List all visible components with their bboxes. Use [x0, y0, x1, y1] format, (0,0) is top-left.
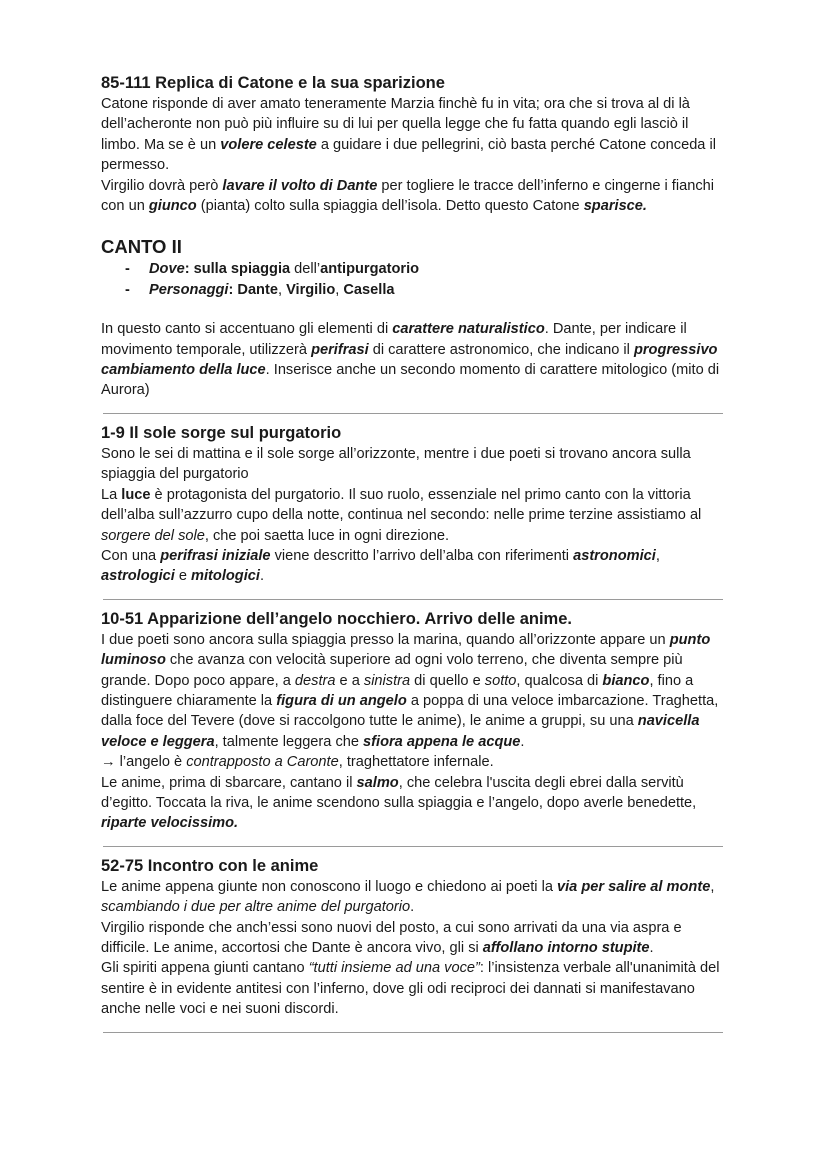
divider [103, 846, 723, 847]
paragraph: Sono le sei di mattina e il sole sorge all’orizzonte, mentre i due poeti si trovano ancora sulla spiaggia del purgatorio [101, 445, 691, 483]
bullet-item-personaggi: - Personaggi: Dante, Virgilio, Casella [125, 280, 728, 300]
bullet-item-dove: - Dove: sulla spiaggia dell’antipurgatorio [125, 259, 728, 279]
section-heading-sole-sorge: 1-9 Il sole sorge sul purgatorio [101, 423, 342, 442]
paragraph: Gli spiriti appena giunti cantano “tutti insieme ad una voce”: l’insistenza verbale all'unanimità del sentire è in evidente antitesi con l’inferno, dove gli odi reciproci dei dannati si manifestavano anche nelle voci e nei suoni discordi. [101, 960, 720, 1018]
paragraph: Virgilio dovrà però lavare il volto di Dante per togliere le tracce dell’inferno e cingerne i fianchi con un giunco (pianta) colto sulla spiaggia dell’isola. Detto questo Catone sparisce. [101, 177, 714, 215]
bullet-list [101, 259, 728, 300]
paragraph: Catone risponde di aver amato teneramente Marzia finchè fu in vita; ora che si trova al di là dell’acheronte non può più influire su di lui per quella legge che fu fatta quando egli lasciò il limbo. Ma se è un volere celeste a guidare i due pellegrini, ciò basta perché Catone conceda il permesso. [101, 96, 716, 174]
divider [103, 413, 723, 414]
divider [103, 1032, 723, 1033]
paragraph-intro: In questo canto si accentuano gli elementi di carattere naturalistico. Dante, per indicare il movimento temporale, utilizzerà perifrasi di carattere astronomico, che indicano il progressivo cambiamento della luce. Inserisce anche un secondo momento di carattere mitologico (mito di Aurora) [101, 321, 720, 399]
section-heading-angelo-nocchiero: 10-51 Apparizione dell’angelo nocchiero. Arrivo delle anime. [101, 609, 572, 628]
paragraph: Le anime appena giunte non conoscono il luogo e chiedono ai poeti la via per salire al monte, scambiando i due per altre anime del purgatorio. [101, 878, 715, 916]
paragraph: Virgilio risponde che anch’essi sono nuovi del posto, a cui sono arrivati da una via aspra e difficile. Le anime, accortosi che Dante è ancora vivo, gli si affollano intorno stupite. [101, 919, 682, 956]
paragraph: Con una perifrasi iniziale viene descritto l’arrivo dell’alba con riferimenti astronomici, astrologici e mitologici. [101, 547, 660, 585]
divider [103, 599, 723, 600]
canto-heading: CANTO II [101, 236, 182, 258]
paragraph: → l’angelo è contrapposto a Caronte, traghettatore infernale. [101, 754, 494, 771]
paragraph: Le anime, prima di sbarcare, cantano il salmo, che celebra l'uscita degli ebrei dalla servitù d’egitto. Toccata la riva, le anime scendono sulla spiaggia e l’angelo, dopo averle benedette, riparte velocissimo. [101, 774, 697, 832]
paragraph: La luce è protagonista del purgatorio. Il suo ruolo, essenziale nel primo canto con la vittoria dell’alba sull’azzurro cupo della notte, continua nel secondo: nelle prime terzine assistiamo al sorgere del sole, che poi saetta luce in ogni direzione. [101, 486, 702, 544]
section-heading-replica-catone: 85-111 Replica di Catone e la sua sparizione [101, 74, 445, 92]
section-heading-incontro-anime: 52-75 Incontro con le anime [101, 856, 319, 875]
paragraph: I due poeti sono ancora sulla spiaggia presso la marina, quando all’orizzonte appare un punto luminoso che avanza con velocità superiore ad ogni volo terreno, che diventa sempre più grande. Dopo poco appare, a destra e a sinistra di quello e sotto, qualcosa di bianco, fino a distinguere chiaramente la figura di un angelo a poppa di una veloce imbarcazione. Traghetta, dalla foce del Tevere (dove si raccolgono tutte le anime), le anime a gruppi, su una navicella veloce e leggera, talmente leggera che sfiora appena le acque. [101, 631, 719, 750]
